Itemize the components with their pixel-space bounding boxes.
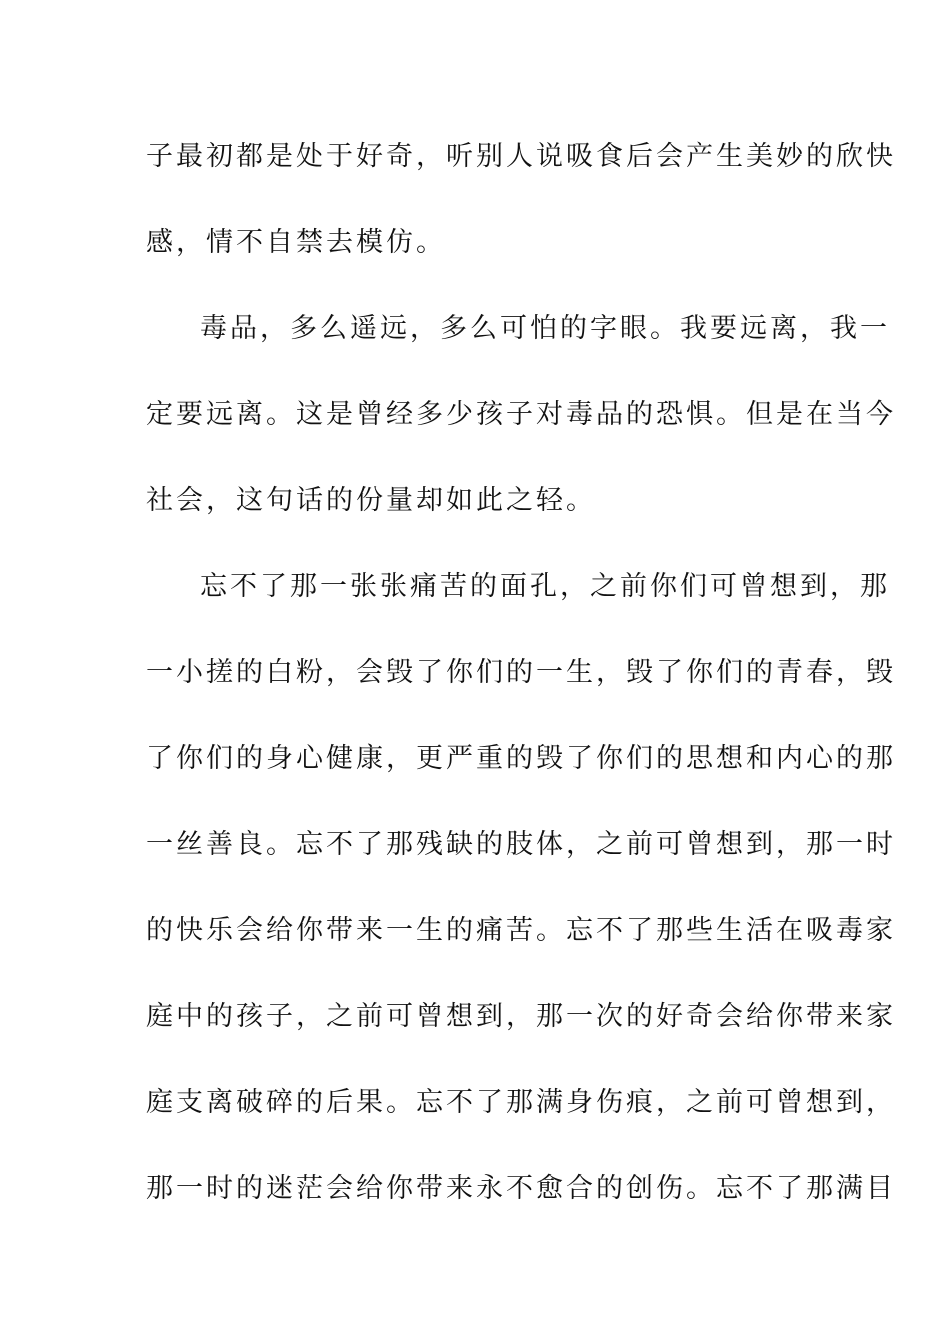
text-line: 一丝善良。忘不了那残缺的肢体，之前可曾想到，那一时 [146, 829, 896, 860]
text-line: 庭支离破碎的后果。忘不了那满身伤痕，之前可曾想到， [146, 1087, 896, 1118]
text-line: 定要远离。这是曾经多少孩子对毒品的恐惧。但是在当今 [146, 399, 896, 430]
text-line: 一小搓的白粉，会毁了你们的一生，毁了你们的青春，毁 [146, 657, 896, 688]
text-line: 子最初都是处于好奇，听别人说吸食后会产生美妙的欣快 [146, 141, 896, 172]
text-line: 庭中的孩子，之前可曾想到，那一次的好奇会给你带来家 [146, 1001, 896, 1032]
text-line: 的快乐会给你带来一生的痛苦。忘不了那些生活在吸毒家 [146, 915, 896, 946]
text-line: 那一时的迷茫会给你带来永不愈合的创伤。忘不了那满目 [146, 1173, 896, 1204]
text-line: 了你们的身心健康，更严重的毁了你们的思想和内心的那 [146, 743, 896, 774]
text-line: 社会，这句话的份量却如此之轻。 [146, 485, 596, 516]
body-text [146, 130, 896, 1248]
text-line: 感，情不自禁去模仿。 [146, 227, 446, 258]
paragraph-start-line: 忘不了那一张张痛苦的面孔，之前你们可曾想到，那 [200, 571, 890, 602]
paragraph-start-line: 毒品，多么遥远，多么可怕的字眼。我要远离，我一 [200, 313, 890, 344]
